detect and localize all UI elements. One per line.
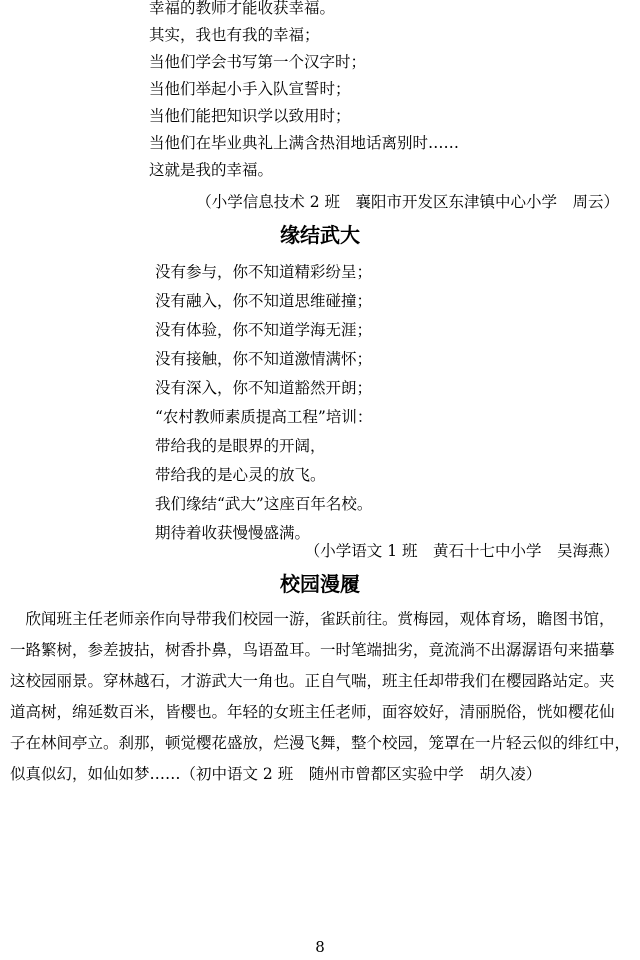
poem-line: 带给我的是眼界的开阔， <box>155 437 326 455</box>
poem-line: 没有接触，你不知道激情满怀； <box>155 350 373 368</box>
page-number: 8 <box>315 938 325 956</box>
poem-line: “农村教师素质提高工程”培训： <box>155 408 373 426</box>
poem-line: 其实，我也有我的幸福； <box>149 26 320 44</box>
author-credit: （小学信息技术 2 班 襄阳市开发区东津镇中心小学 周云） <box>196 193 619 211</box>
poem-line: 这就是我的幸福。 <box>149 161 274 179</box>
poem-line: 当他们举起小手入队宣誓时； <box>149 80 351 98</box>
poem-line: 幸福的教师才能收获幸福。 <box>149 0 336 17</box>
poem-line: 当他们学会书写第一个汉字时； <box>149 53 367 71</box>
poem-line: 没有深入，你不知道豁然开朗； <box>155 379 373 397</box>
poem-line: 带给我的是心灵的放飞。 <box>155 466 326 484</box>
poem-line: 没有参与，你不知道精彩纷呈； <box>155 263 373 281</box>
poem-line: 当他们能把知识学以致用时； <box>149 107 351 125</box>
section-title: 缘结武大 <box>280 223 360 247</box>
poem-line: 没有体验，你不知道学海无涯； <box>155 321 373 339</box>
section-title: 校园漫履 <box>280 572 360 596</box>
paragraph-line: 似真似幻，如仙如梦……（初中语文 2 班 随州市曾都区实验中学 胡久凌） <box>10 765 542 783</box>
paragraph-line: 子在林间亭立。刹那，顿觉樱花盛放，烂漫飞舞，整个校园，笼罩在一片轻云似的绯红中， <box>10 734 631 752</box>
paragraph-line: 一路繁树，参差披拈，树香扑鼻，鸟语盈耳。一时笔端拙劣，竟流淌不出潺潺语句来描摹 <box>10 641 615 659</box>
poem-line: 期待着收获慢慢盛满。 <box>155 524 311 542</box>
poem-line: 我们缘结“武大”这座百年名校。 <box>155 495 373 513</box>
author-credit: （小学语文 1 班 黄石十七中小学 吴海燕） <box>304 542 619 560</box>
paragraph-line: 道高树，绵延数百米，皆樱也。年轻的女班主任老师，面容姣好，清丽脱俗，恍如樱花仙 <box>10 703 615 721</box>
paragraph-line: 这校园丽景。穿林越石，才游武大一角也。正自气喘，班主任却带我们在樱园路站定。夹 <box>10 672 615 690</box>
paragraph-line: 欣闻班主任老师亲作向导带我们校园一游，雀跃前往。赏梅园，观体育场，瞻图书馆， <box>10 610 615 628</box>
poem-line: 当他们在毕业典礼上满含热泪地话离别时…… <box>149 134 460 152</box>
poem-line: 没有融入，你不知道思维碰撞； <box>155 292 373 310</box>
